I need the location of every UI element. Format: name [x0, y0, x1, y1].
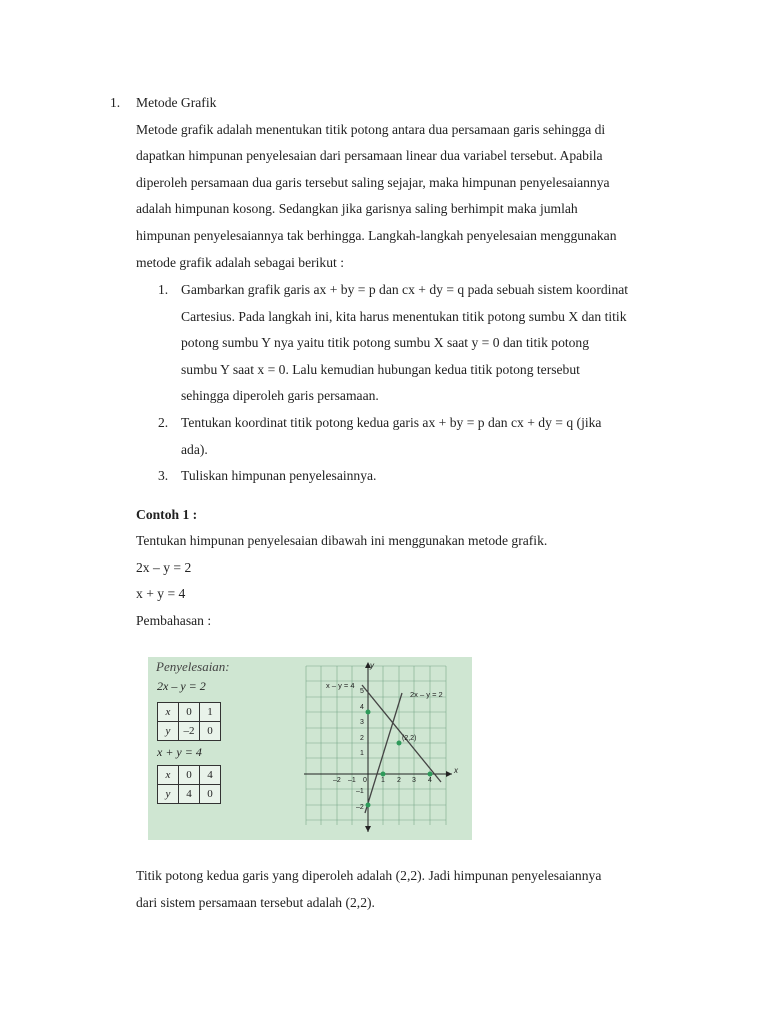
values-table-1: [157, 702, 221, 741]
values-table-2: [157, 765, 221, 804]
x-axis-arrow: [446, 771, 452, 777]
example-equation-1: 2x – y = 2: [136, 560, 192, 575]
x-tick-label: –2: [333, 777, 341, 784]
table-cell: 0: [179, 703, 200, 722]
example-equation-2: x + y = 4: [136, 586, 186, 601]
y-tick-label: 4: [360, 704, 364, 711]
table-cell: y: [158, 722, 179, 741]
paragraph-line: dapatkan himpunan penyelesaian dari persamaan linear dua variabel tersebut. Apabila: [136, 148, 603, 163]
y-tick-label: 1: [360, 750, 364, 757]
step-number: 1.: [158, 282, 169, 297]
discussion-label: Pembahasan :: [136, 613, 212, 628]
table-cell: x: [158, 766, 179, 785]
step-line: ada).: [181, 442, 208, 457]
step-line: sehingga diperoleh garis persamaan.: [181, 388, 379, 403]
x-tick-label: –1: [348, 777, 356, 784]
step-line: potong sumbu Y nya yaitu titik potong sumbu X saat y = 0 dan titik potong: [181, 335, 590, 350]
table-cell: 1: [200, 703, 221, 722]
table-cell: y: [158, 785, 179, 804]
y-tick-label: –2: [356, 804, 364, 811]
table-cell: 0: [179, 766, 200, 785]
section-number: 1.: [110, 95, 121, 110]
line-label-1: x – y = 4: [326, 681, 355, 690]
step-line: sumbu Y saat x = 0. Lalu kemudian hubungan kedua titik potong tersebut: [181, 362, 580, 377]
table-cell: –2: [179, 722, 200, 741]
step-line: Gambarkan grafik garis ax + by = p dan cx + dy = q pada sebuah sistem koordinat: [181, 282, 629, 297]
example-task: Tentukan himpunan penyelesaian dibawah ini menggunakan metode grafik.: [136, 533, 548, 548]
step-line: Tentukan koordinat titik potong kedua garis ax + by = p dan cx + dy = q (jika: [181, 415, 602, 430]
y-axis-arrow-bottom: [365, 826, 371, 832]
coordinate-graph: [304, 660, 464, 835]
step-number: 3.: [158, 468, 169, 483]
paragraph-line: adalah himpunan kosong. Sedangkan jika garisnya saling berhimpit maka jumlah: [136, 201, 578, 216]
figure-title: Penyelesaian:: [156, 659, 230, 674]
line-label-2: 2x – y = 2: [410, 690, 443, 699]
paragraph-line: himpunan penyelesaiannya tak berhingga. Langkah-langkah penyelesaian menggunakan: [136, 228, 617, 243]
y-tick-label: –1: [356, 788, 364, 795]
step-line: Cartesius. Pada langkah ini, kita harus menentukan titik potong sumbu X dan titik: [181, 309, 627, 324]
table2-equation: x + y = 4: [157, 745, 202, 759]
section-title: Metode Grafik: [136, 95, 217, 110]
intersection-point: [397, 741, 402, 746]
table-cell: 4: [179, 785, 200, 804]
table-cell: 4: [200, 766, 221, 785]
table1-equation: 2x – y = 2: [157, 679, 206, 693]
y-tick-label: 2: [360, 735, 364, 742]
point-1-0: [381, 772, 386, 777]
point-4-0: [428, 772, 433, 777]
step-number: 2.: [158, 415, 169, 430]
x-tick-label: 2: [397, 777, 401, 784]
example-heading: Contoh 1 :: [136, 507, 198, 522]
x-tick-label: 0: [363, 777, 367, 784]
table-cell: 0: [200, 722, 221, 741]
paragraph-line: diperoleh persamaan dua garis tersebut saling sejajar, maka himpunan penyelesaiannya: [136, 175, 610, 190]
point-0-4: [366, 710, 371, 715]
x-tick-label: 4: [428, 777, 432, 784]
intersection-label: (2,2): [402, 735, 417, 742]
conclusion-line: dari sistem persamaan tersebut adalah (2,2).: [136, 895, 375, 910]
y-tick-label: 3: [360, 719, 364, 726]
solution-figure: [148, 657, 472, 840]
paragraph-line: Metode grafik adalah menentukan titik potong antara dua persamaan garis sehingga di: [136, 122, 606, 137]
x-tick-label: 3: [412, 777, 416, 784]
paragraph-line: metode grafik adalah sebagai berikut :: [136, 255, 344, 270]
point-0-minus-2: [366, 803, 371, 808]
table-cell: x: [158, 703, 179, 722]
x-axis-label: x: [454, 766, 458, 775]
table-cell: 0: [200, 785, 221, 804]
step-line: Tuliskan himpunan penyelesainnya.: [181, 468, 377, 483]
y-axis-label: y: [370, 661, 374, 670]
y-tick-label: 5: [360, 688, 364, 695]
line-x-plus-y-4: [362, 685, 441, 782]
x-tick-label: 1: [381, 777, 385, 784]
conclusion-line: Titik potong kedua garis yang diperoleh adalah (2,2). Jadi himpunan penyelesaiannya: [136, 868, 602, 883]
